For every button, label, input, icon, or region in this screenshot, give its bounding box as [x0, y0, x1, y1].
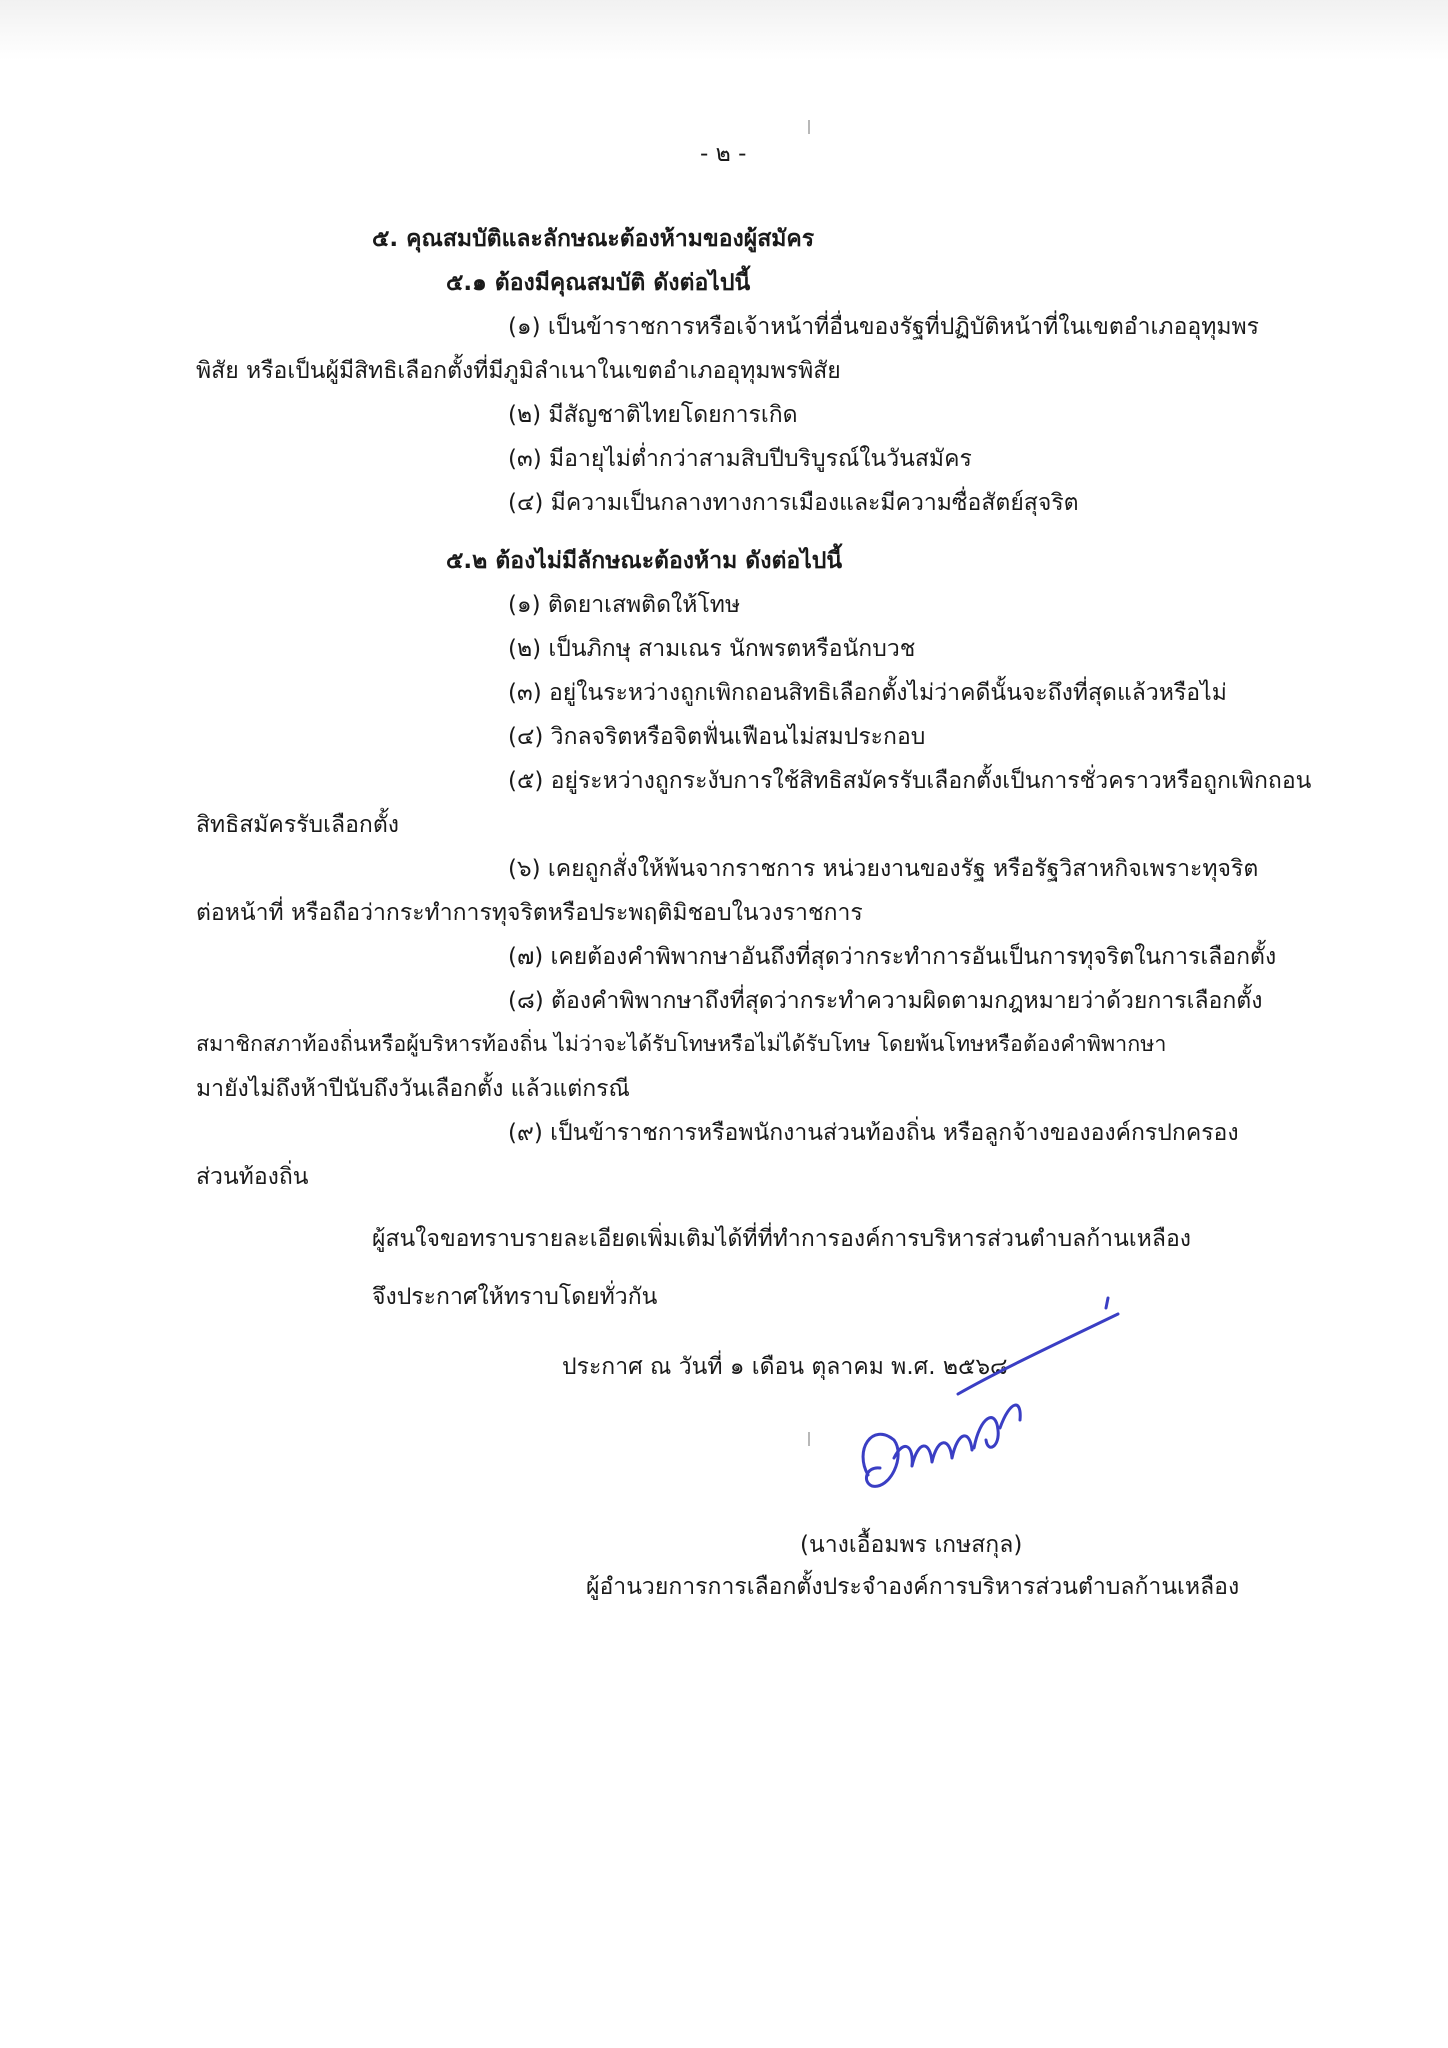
date-line: ประกาศ ณ วันที่ ๑ เดือน ตุลาคม พ.ศ. ๒๕๖๘ [562, 1354, 1008, 1380]
qualification-item: (๑) เป็นข้าราชการหรือเจ้าหน้าที่อื่นของรัฐที่ปฏิบัติหน้าที่ในเขตอำเภออุทุมพร [508, 314, 1260, 340]
sub-heading-prohibitions: ๕.๒ ต้องไม่มีลักษณะต้องห้าม ดังต่อไปนี้ [446, 548, 843, 574]
scan-mark [808, 1432, 810, 1446]
scan-mark [808, 120, 810, 134]
prohibition-item: (๘) ต้องคำพิพากษาถึงที่สุดว่ากระทำความผิดตามกฎหมายว่าด้วยการเลือกตั้ง [508, 988, 1263, 1014]
scan-top-edge [0, 0, 1448, 60]
prohibition-item: (๕) อยู่ระหว่างถูกระงับการใช้สิทธิสมัครรับเลือกตั้งเป็นการชั่วคราวหรือถูกเพิกถอน [508, 768, 1312, 794]
contact-line: ผู้สนใจขอทราบรายละเอียดเพิ่มเติมได้ที่ที่ทำการองค์การบริหารส่วนตำบลก้านเหลือง [372, 1226, 1191, 1252]
prohibition-item-cont: สิทธิสมัครรับเลือกตั้ง [196, 812, 399, 838]
prohibition-item-cont: ต่อหน้าที่ หรือถือว่ากระทำการทุจริตหรือประพฤติมิชอบในวงราชการ [196, 900, 863, 926]
prohibition-item: (๙) เป็นข้าราชการหรือพนักงานส่วนท้องถิ่น หรือลูกจ้างขององค์กรปกครอง [508, 1120, 1239, 1146]
signer-name: (นางเอื้อมพร เกษสกุล) [800, 1532, 1023, 1558]
qualification-item: (๓) มีอายุไม่ต่ำกว่าสามสิบปีบริบูรณ์ในวันสมัคร [508, 446, 972, 472]
prohibition-item: (๔) วิกลจริตหรือจิตฟั่นเฟือนไม่สมประกอบ [508, 724, 926, 750]
prohibition-item: (๗) เคยต้องคำพิพากษาอันถึงที่สุดว่ากระทำการอันเป็นการทุจริตในการเลือกตั้ง [508, 944, 1277, 970]
announce-line: จึงประกาศให้ทราบโดยทั่วกัน [372, 1284, 658, 1310]
prohibition-item: (๓) อยู่ในระหว่างถูกเพิกถอนสิทธิเลือกตั้งไม่ว่าคดีนั้นจะถึงที่สุดแล้วหรือไม่ [508, 680, 1227, 706]
prohibition-item-cont: มายังไม่ถึงห้าปีนับถึงวันเลือกตั้ง แล้วแต่กรณี [196, 1076, 630, 1102]
prohibition-item-cont: สมาชิกสภาท้องถิ่นหรือผู้บริหารท้องถิ่น ไม่ว่าจะได้รับโทษหรือไม่ได้รับโทษ โดยพ้นโทษหรือต้องคำพิพากษา [196, 1032, 1167, 1057]
prohibition-item-cont: ส่วนท้องถิ่น [196, 1164, 309, 1190]
signer-title: ผู้อำนวยการการเลือกตั้งประจำองค์การบริหารส่วนตำบลก้านเหลือง [586, 1574, 1240, 1600]
page-number: - ๒ - [700, 141, 747, 167]
qualification-item-cont: พิสัย หรือเป็นผู้มีสิทธิเลือกตั้งที่มีภูมิลำเนาในเขตอำเภออุทุมพรพิสัย [196, 358, 841, 384]
qualification-item: (๔) มีความเป็นกลางทางการเมืองและมีความซื่อสัตย์สุจริต [508, 490, 1079, 516]
handwritten-signature [850, 1290, 1130, 1550]
qualification-item: (๒) มีสัญชาติไทยโดยการเกิด [508, 402, 798, 428]
prohibition-item: (๑) ติดยาเสพติดให้โทษ [508, 592, 741, 618]
sub-heading-qualifications: ๕.๑ ต้องมีคุณสมบัติ ดังต่อไปนี้ [446, 270, 751, 296]
section-heading: ๕. คุณสมบัติและลักษณะต้องห้ามของผู้สมัคร [372, 226, 815, 252]
prohibition-item: (๒) เป็นภิกษุ สามเณร นักพรตหรือนักบวช [508, 636, 916, 662]
prohibition-item: (๖) เคยถูกสั่งให้พ้นจากราชการ หน่วยงานของรัฐ หรือรัฐวิสาหกิจเพราะทุจริต [508, 856, 1259, 882]
